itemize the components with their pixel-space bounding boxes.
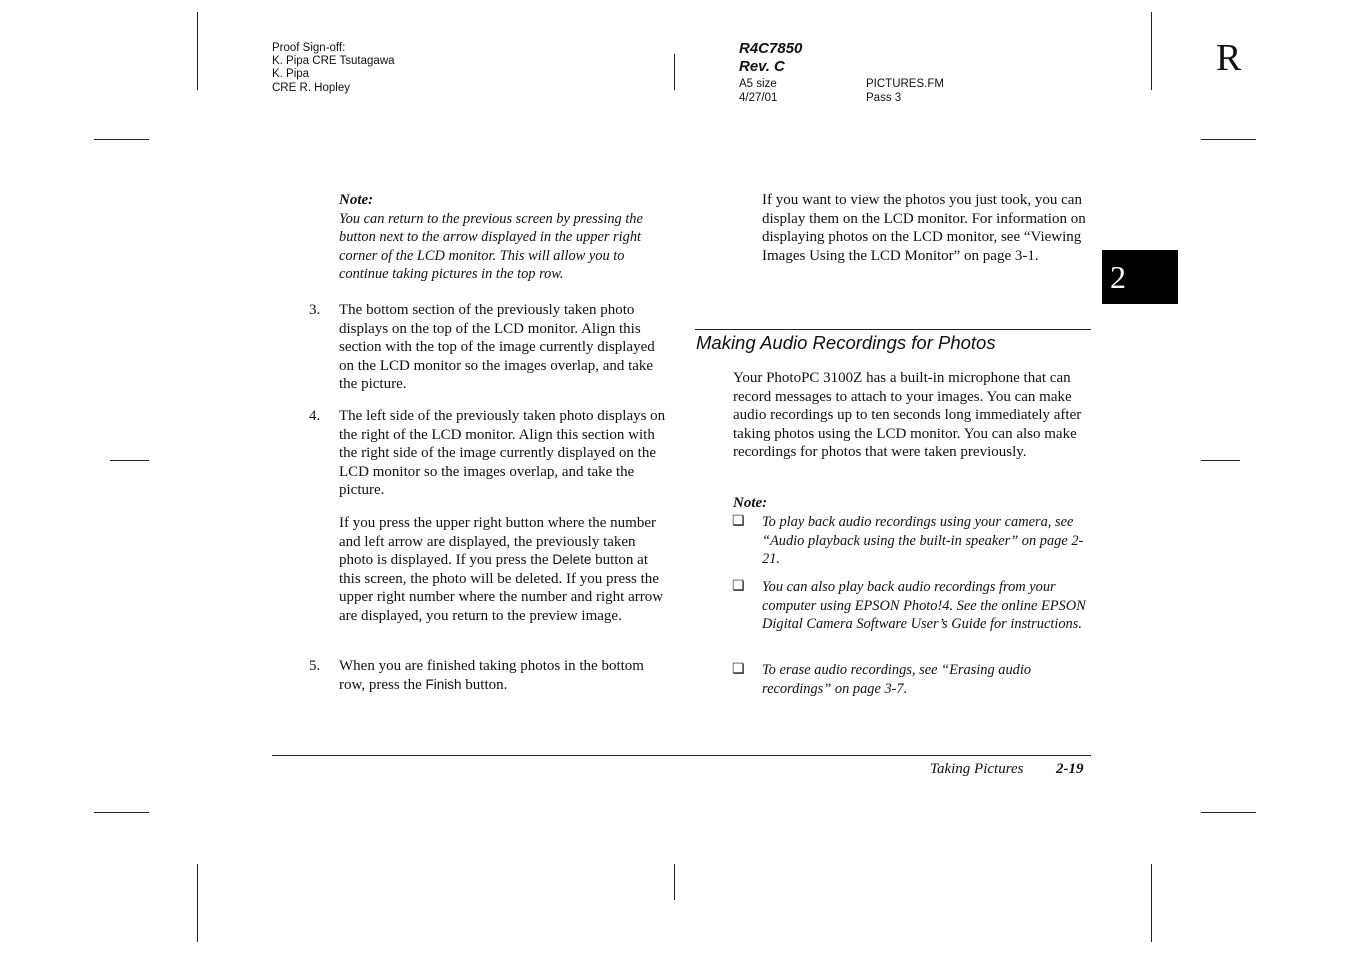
left-note	[339, 191, 669, 284]
doc-date: 4/27/01	[739, 92, 778, 104]
step-number: 4.	[309, 408, 321, 424]
proof-line: K. Pipa CRE Tsutagawa	[272, 55, 395, 68]
doc-size: A5 size	[739, 78, 777, 90]
footer-section: Taking Pictures	[930, 761, 1024, 777]
section-body: Your PhotoPC 3100Z has a built-in microphone that can record messages to attach to your images. You can make audio recordings up to ten seconds long immediately after taking photos using the LCD monitor. You can also make recordings for photos that were taken previously.	[733, 370, 1082, 461]
corner-mark: R	[1216, 37, 1242, 79]
note-bullet: To erase audio recordings, see “Erasing audio recordings” on page 3-7.	[762, 662, 1032, 697]
paragraph-text: button.	[461, 676, 508, 693]
paragraph-text: If you press the upper right button where the number and left arrow are displayed, the previously taken photo is displayed. If you press the	[339, 515, 656, 569]
crop-mark	[1151, 12, 1152, 90]
intro-paragraph: If you want to view the photos you just took, you can display them on the LCD monitor. For information on displaying photos on the LCD monitor, see “Viewing Images Using the LCD Monitor” on page 3-1.	[762, 192, 1086, 264]
step-number: 3.	[309, 302, 321, 318]
doc-code: R4C7850	[739, 40, 803, 57]
checkbox-bullet-icon: ❏	[732, 579, 745, 594]
note-label: Note:	[733, 495, 768, 511]
checkbox-bullet-icon: ❏	[732, 662, 745, 677]
note-label: Note:	[339, 192, 374, 208]
proof-signoff	[272, 42, 395, 95]
paragraph-text: button at this screen, the photo will be deleted. If you press the upper right number where the number and right arrow are displayed, you return to the preview image.	[339, 552, 664, 624]
checkbox-bullet-icon: ❏	[732, 514, 745, 529]
chapter-number: 2	[1110, 259, 1126, 295]
crop-mark	[1201, 139, 1256, 140]
proof-line: K. Pipa	[272, 68, 310, 81]
crop-mark	[1151, 864, 1152, 942]
crop-mark	[197, 12, 198, 90]
heading-rule	[695, 329, 1091, 330]
footer-rule	[272, 755, 1091, 756]
footer-page-number: 2-19	[1056, 761, 1084, 777]
delete-button-label: Delete	[552, 552, 592, 568]
proof-line: Proof Sign-off:	[272, 42, 346, 54]
crop-mark	[1201, 460, 1240, 461]
note-bullet: To play back audio recordings using your camera, see “Audio playback using the built-in speaker” on page 2-21.	[762, 514, 1084, 568]
doc-pass: Pass 3	[866, 92, 902, 104]
crop-mark	[197, 864, 198, 942]
crop-mark	[674, 864, 675, 900]
note-text: You can return to the previous screen by pressing the button next to the arrow displayed in the upper right corner of the LCD monitor. This will allow you to continue taking pictures in the top row.	[339, 210, 643, 283]
crop-mark	[674, 54, 675, 90]
crop-mark	[1201, 812, 1256, 813]
step-text: The bottom section of the previously taken photo displays on the top of the LCD monitor. Align this section with the top of the image currently displayed on the LCD monitor so the images overlap, and take the picture.	[339, 302, 655, 393]
finish-button-label: Finish	[425, 676, 462, 692]
step-number: 5.	[309, 658, 321, 674]
chapter-tab	[1102, 250, 1178, 304]
paragraph-text: When you are finished taking photos in the bottom row, press the	[339, 658, 644, 693]
crop-mark	[94, 812, 149, 813]
doc-file: PICTURES.FM	[866, 78, 944, 90]
section-heading: Making Audio Recordings for Photos	[696, 332, 996, 353]
note-bullet: You can also play back audio recordings from your computer using EPSON Photo!4. See the online EPSON Digital Camera Software User’s Guide for instructions.	[762, 579, 1086, 633]
doc-rev: Rev. C	[739, 58, 785, 75]
crop-mark	[94, 139, 149, 140]
delete-paragraph	[339, 514, 669, 626]
crop-mark	[110, 460, 149, 461]
step-text	[339, 657, 669, 694]
proof-line: CRE R. Hopley	[272, 81, 350, 94]
step-text: The left side of the previously taken photo displays on the right of the LCD monitor. Align this section with the right side of the image currently displayed on the LCD monitor so the images overlap, and take the picture.	[339, 408, 666, 499]
